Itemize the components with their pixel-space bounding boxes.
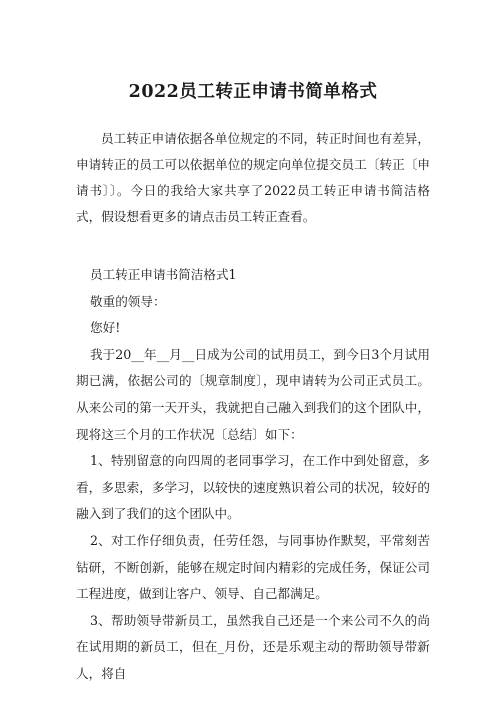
list-item-2: 2、对工作仔细负责，任劳任怨，与同事协作默契，平常刻苦钻研，不断创新，能够在规定时间内精彩的完成任务，保证公司工程进度，做到让客户、领导、自己都满足。 <box>76 532 430 602</box>
list-item-3: 3、帮助领导带新员工，虽然我自己还是一个来公司不久的尚在试用期的新员工，但在_月份，还是乐观主动的帮助领导带新人，将自 <box>76 612 430 681</box>
greeting: 您好! <box>90 320 121 336</box>
intro-paragraph: 员工转正申请依据各单位规定的不同，转正时间也有差异，申请转正的员工可以依据单位的规定向单位提交员工〔转正〔申请书〕〕。今日的我给大家共享了2022员工转正申请书简洁格式，假设想看更多的请点击员工转正查看。 <box>76 131 430 224</box>
section-heading: 员工转正申请书简洁格式1 <box>90 267 237 282</box>
list-item-1: 1、特别留意的向四周的老同事学习，在工作中到处留意，多看，多思索，多学习，以较快的速度熟识着公司的状况，较好的融入到了我们的这个团队中。 <box>76 453 430 522</box>
document-title: 2022员工转正申请书简单格式 <box>128 82 378 102</box>
letter-body <box>76 262 430 688</box>
salutation: 敬重的领导： <box>90 293 166 309</box>
body-paragraph-1: 我于20__年__月__日成为公司的试用员工，到今日3个月试用期已满，依据公司的〔规章制度〕，现申请转为公司正式员工。从来公司的第一天开头，我就把自己融入到我们的这个团队中，现将这三个月的工作状况〔总结〕如下： <box>76 346 430 442</box>
